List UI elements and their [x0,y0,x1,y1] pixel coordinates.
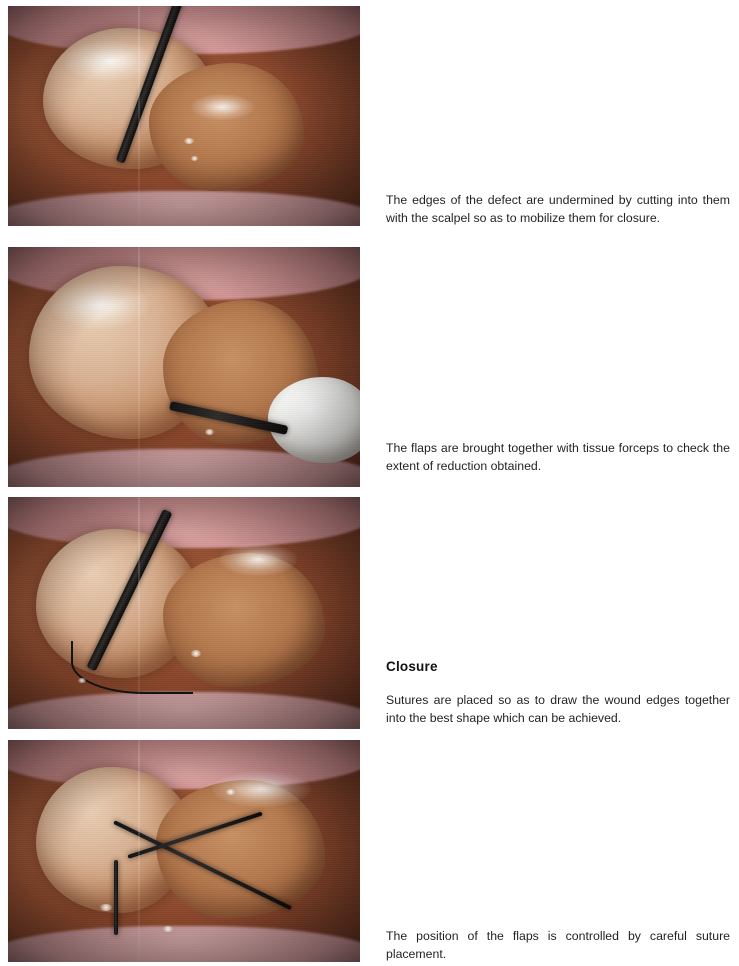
photo-canvas-1 [8,6,360,226]
mucosal-flap [149,63,304,191]
figure-image-1 [8,6,360,226]
suture-knot-loop [114,860,118,935]
photo-canvas-3 [8,497,360,729]
figure-image-4 [8,740,360,962]
tissue-highlight-fleck-3 [226,789,235,795]
figure-caption-1: The edges of the defect are undermined by cutting into them with the scalpel so as to mobilize them for closure. [386,193,730,226]
tissue-highlight-fleck-2 [191,156,198,161]
photo-canvas-2 [8,247,360,487]
tissue-highlight-fleck [100,904,112,911]
sutured-flap [156,780,325,918]
figure-caption-4: The position of the flaps is controlled by careful suture placement. [386,929,730,962]
figure-image-2 [8,247,360,487]
figure-caption-2: The flaps are brought together with tissue forceps to check the extent of reduction obtained. [386,441,730,474]
lower-lip [8,191,360,226]
tissue-highlight-fleck [184,138,194,144]
photo-canvas-4 [8,740,360,962]
lower-lip [8,926,360,962]
figure-image-3 [8,497,360,729]
figure-caption-3: Sutures are placed so as to draw the wound edges together into the best shape which can be achieved. [386,693,730,726]
upper-lip [8,740,360,789]
upper-lip [8,497,360,548]
lower-lip [8,692,360,729]
section-heading-closure: Closure [386,659,438,675]
